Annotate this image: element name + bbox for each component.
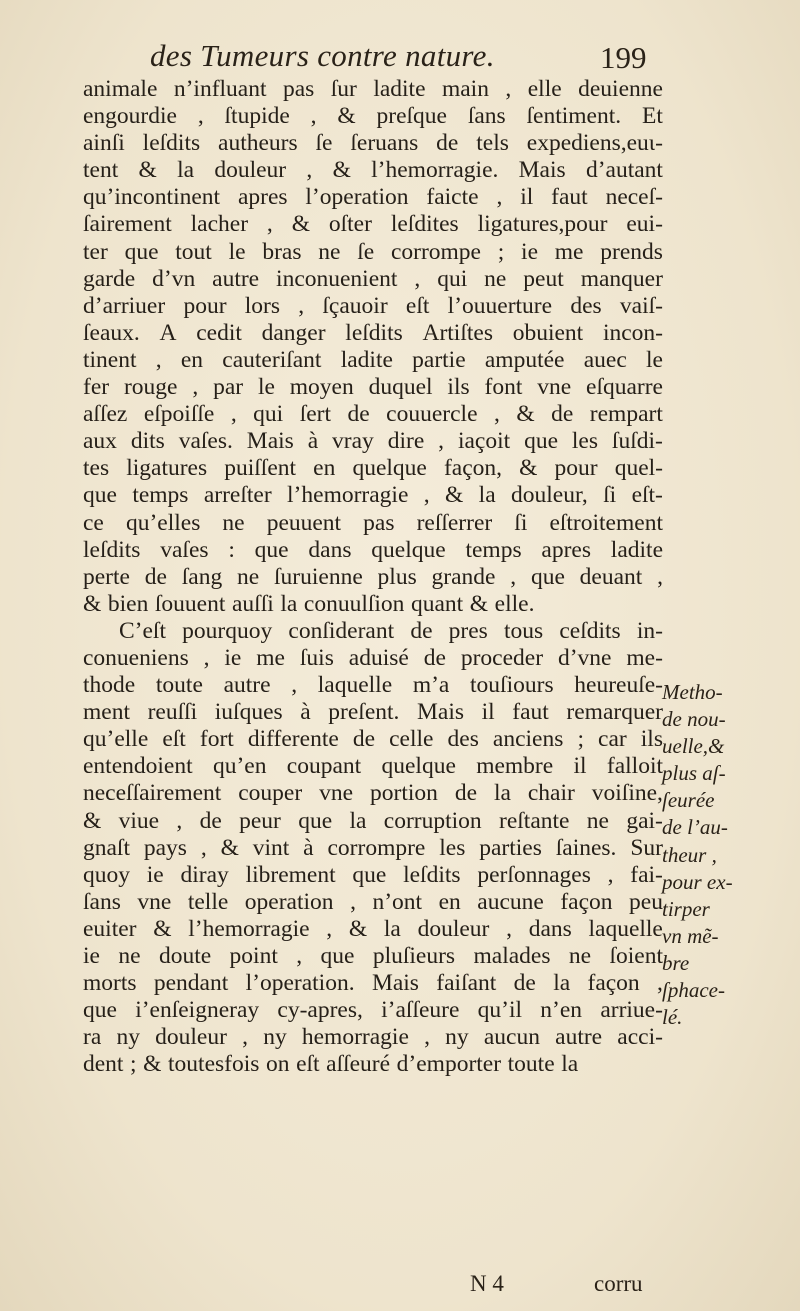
- text-line: morts pendant l’operation. Mais faiſant de la façon ,: [83, 970, 663, 997]
- text-line: conueniens , ie me ſuis aduisé de proceder d’vne me-: [83, 644, 663, 671]
- text-line: ſeaux. A cedit danger leſdits Artiſtes obuient incon-: [83, 319, 663, 346]
- text-line: neceſſairement couper vne portion de la chair voiſine,: [83, 780, 663, 807]
- text-line: fer rouge , par le moyen duquel ils font vne eſquarre: [83, 374, 663, 401]
- running-title: des Tumeurs contre nature.: [150, 38, 495, 73]
- text-line: tes ligatures puiſſent en quelque façon, & pour quel-: [83, 455, 663, 482]
- marginal-note-line: tirper: [662, 896, 710, 921]
- marginal-note-line: lé.: [662, 1005, 683, 1030]
- text-line: que i’enſeigneray cy-apres, i’aſſeure qu’il n’en arriue-: [83, 997, 663, 1024]
- running-header: [0, 38, 800, 78]
- text-line: que temps arreſter l’hemorragie , & la douleur, ſi eſt-: [83, 482, 663, 509]
- text-line: quoy ie diray librement que leſdits perſonnages , fai-: [83, 861, 663, 888]
- text-line: ainſi leſdits autheurs ſe ſeruans de tels expediens,euι-: [83, 130, 663, 157]
- main-text-block: [83, 76, 663, 1078]
- marginal-note-line: theur ,: [662, 842, 717, 867]
- marginal-note-line: ſphace-: [662, 978, 725, 1003]
- marginal-note-line: Metho-: [662, 680, 723, 704]
- marginal-note-line: uelle,&: [662, 734, 725, 759]
- text-line: tinent , en cauteriſant ladite partie amputée auec le: [83, 346, 663, 373]
- text-line: ter que tout le bras ne ſe corrompe ; ie me prends: [83, 238, 663, 265]
- marginal-note-line: vn mẽ-: [662, 923, 719, 948]
- text-line: animale n’influant pas ſur ladite main , elle deuienne: [83, 76, 663, 102]
- marginal-note-line: plus aſ-: [662, 761, 726, 786]
- text-line: garde d’vn autre inconuenient , qui ne peut manquer: [83, 265, 663, 292]
- catchword: corru: [594, 1271, 643, 1296]
- text-line: ſairement lacher , & oſter leſdites ligatures,pour eui-: [83, 211, 663, 238]
- signature-mark: N 4: [470, 1271, 504, 1296]
- text-line: aux dits vaſes. Mais à vray dire , iaçoit que les ſuſdi-: [83, 428, 663, 455]
- text-line: dent ; & toutesfois on eſt aſſeuré d’emporter toute la: [83, 1051, 579, 1078]
- text-line: thode toute autre , laquelle m’a touſiours heureuſe-: [83, 672, 663, 699]
- text-line: ment reuſſi iuſques à preſent. Mais il faut remarquer: [83, 699, 663, 726]
- text-line: leſdits vaſes : que dans quelque temps apres ladite: [83, 536, 663, 563]
- marginal-note-line: de l’au-: [662, 815, 728, 840]
- text-line: qu’elle eſt fort differente de celle des anciens ; car ils: [83, 726, 663, 753]
- text-line: ie ne doute point , que pluſieurs malades ne ſoient: [83, 943, 663, 969]
- page-number: 199: [600, 40, 647, 75]
- text-line: d’arriuer pour lors , ſçauoir eſt l’ouuerture des vaiſ-: [83, 292, 663, 319]
- text-line: ce qu’elles ne peuuent pas reſſerrer ſi eſtroitement: [83, 509, 663, 536]
- text-line: euiter & l’hemorragie , & la douleur , dans laquelle: [83, 915, 663, 942]
- text-line: aſſez eſpoiſſe , qui ſert de couuercle , & de rempart: [83, 401, 663, 428]
- marginal-note-line: bre: [662, 950, 690, 975]
- marginal-note: [662, 679, 792, 1031]
- text-line: qu’incontinent apres l’operation faicte , il faut neceſ-: [83, 184, 663, 211]
- marginal-note-line: de nou-: [662, 707, 726, 732]
- page-footer: [0, 1271, 800, 1307]
- marginal-note-line: pour ex-: [662, 869, 733, 894]
- text-line: tent & la douleur , & l’hemorragie. Mais d’autant: [83, 157, 663, 184]
- marginal-note-line: ſeurée: [662, 788, 715, 813]
- text-line: gnaſt pays , & vint à corrompre les parties ſaines. Sur: [83, 834, 663, 861]
- text-line: perte de ſang ne ſuruienne plus grande , que deuant ,: [83, 563, 663, 590]
- text-line: ſans vne telle operation , n’ont en aucune façon peu: [83, 888, 663, 915]
- text-line: & viue , de peur que la corruption reſtante ne gai-: [83, 807, 663, 834]
- text-line: engourdie , ſtupide , & preſque ſans ſentiment. Et: [83, 103, 663, 130]
- text-line: entendoient qu’en coupant quelque membre il falloit: [83, 753, 663, 780]
- text-line: ra ny douleur , ny hemorragie , ny aucun autre acci-: [83, 1024, 663, 1051]
- text-line: & bien ſouuent auſſi la conuulſion quant & elle.: [83, 590, 535, 617]
- text-line: C’eſt pourquoy conſiderant de pres tous ceſdits in-: [119, 617, 663, 644]
